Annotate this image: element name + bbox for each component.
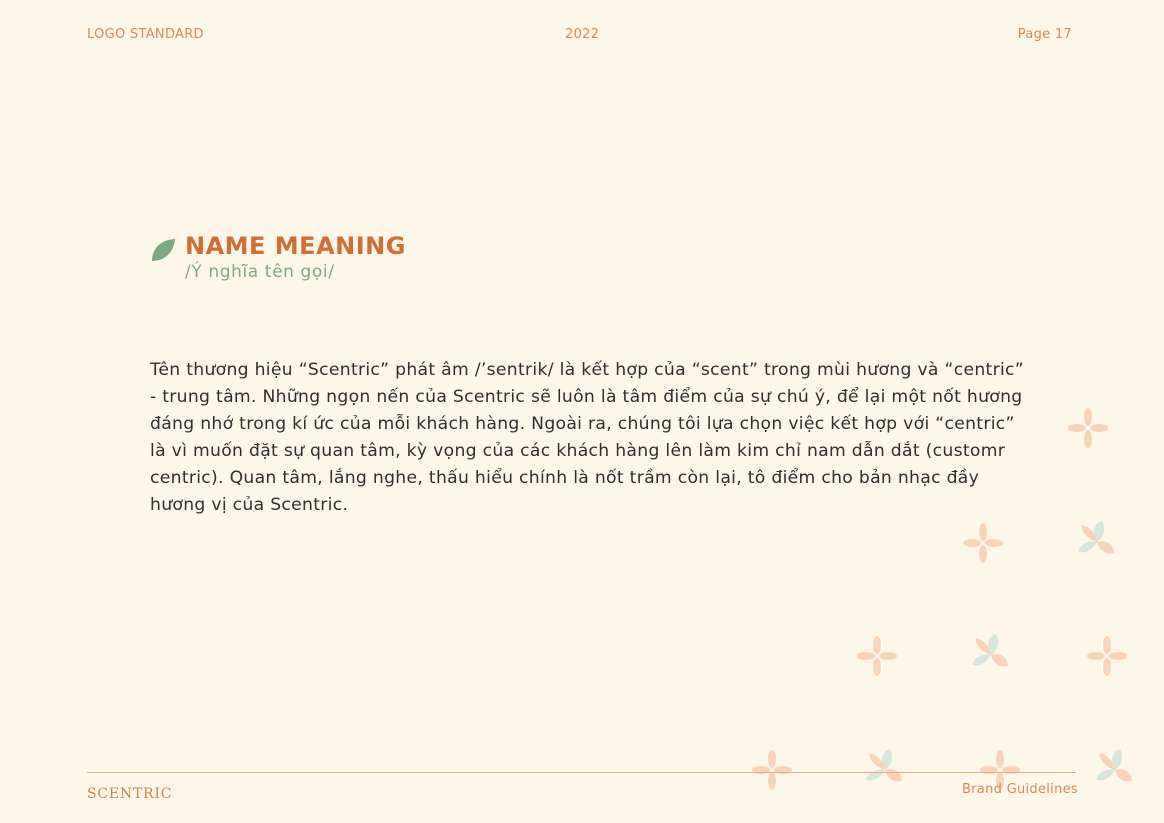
footer-divider [87,772,1076,773]
footer-doc-title: Brand Guidelines [961,782,1078,797]
flower-icon [1068,408,1108,448]
flower-icon [752,750,792,790]
section-title: NAME MEANING [185,232,406,260]
flower-icon [1087,636,1127,676]
flower-icon [963,523,1003,563]
header-section-label: LOGO STANDARD [87,27,204,42]
pinwheel-icon [1090,745,1140,795]
pinwheel-icon [1072,517,1122,567]
flower-icon [857,636,897,676]
pinwheel-icon [860,745,910,795]
header-year: 2022 [565,27,600,42]
section-subtitle: /Ý nghĩa tên gọi/ [185,262,335,282]
body-paragraph: Tên thương hiệu “Scentric” phát âm /’sentrik/ là kết hợp của “scent” trong mùi hương và “centric” - trung tâm. Những ngọn nến của Scentric sẽ luôn là tâm điểm của sự chú ý, để lại một nốt hương đáng nhớ trong kí ức của mỗi khách hàng. Ngoài ra, chúng tôi lựa chọn việc kết hợp với “centric” là vì muốn đặt sự quan tâm, kỳ vọng của các khách hàng lên làm kim chỉ nam dẫn dắt (customr centric). Quan tâm, lắng nghe, thấu hiểu chính là nốt trầm còn lại, tô điểm cho bản nhạc đầy hương vị của Scentric. [150,360,1024,515]
page-number: Page 17 [1017,27,1072,42]
leaf-icon [150,237,176,263]
pinwheel-icon [966,630,1016,680]
footer-brand-logo: SCENTRIC [87,786,173,802]
